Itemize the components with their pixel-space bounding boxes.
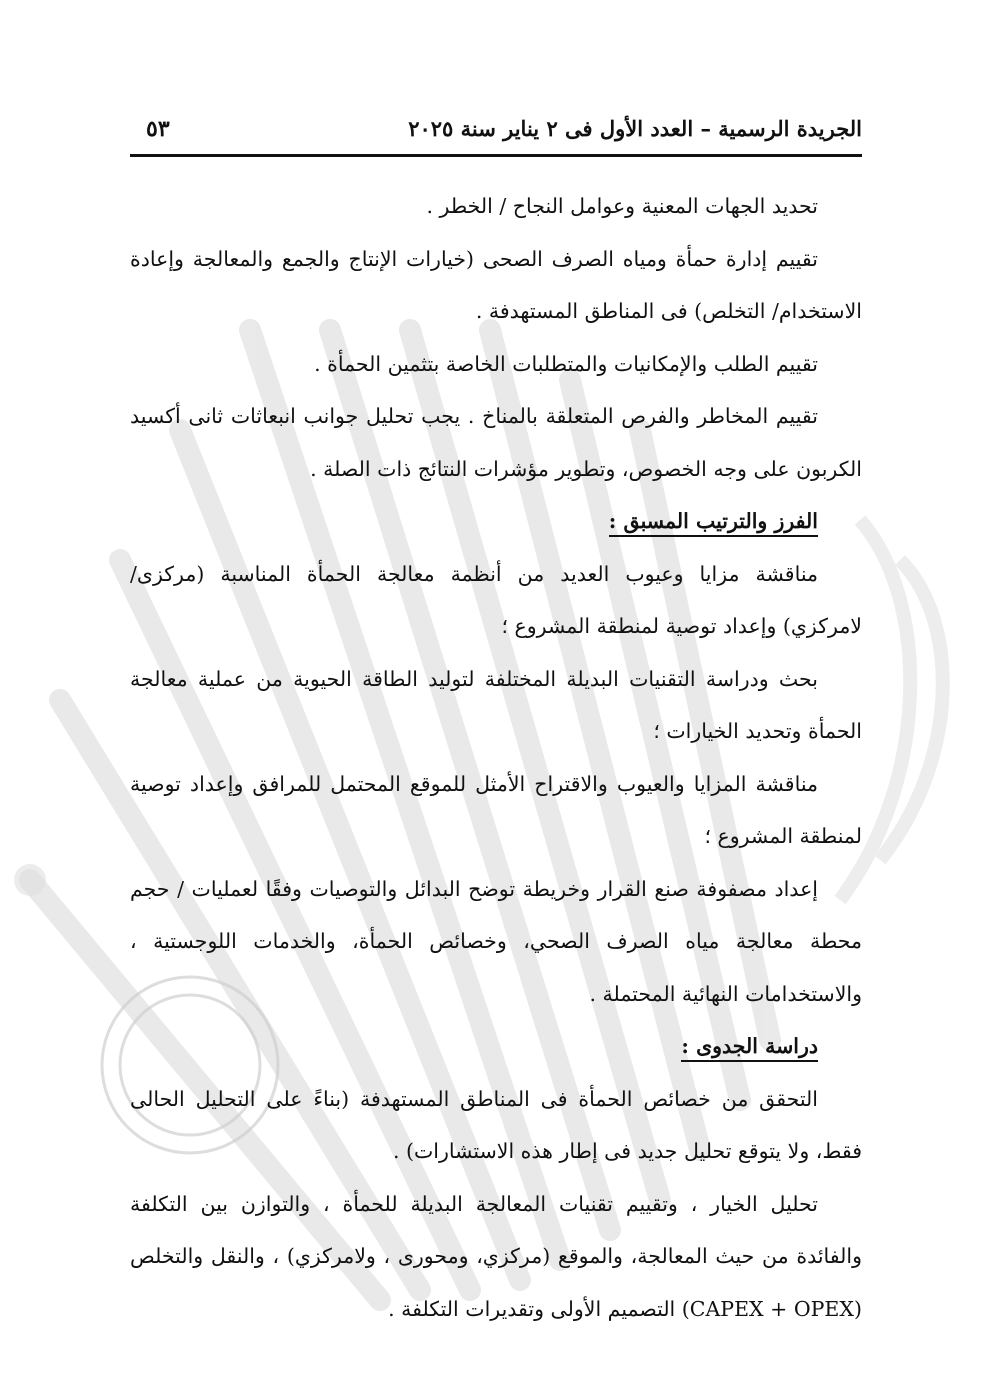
- paragraph: تقييم المخاطر والفرص المتعلقة بالمناخ . يجب تحليل جوانب انبعاثات ثانى أكسيد الكربون على وجه الخصوص، وتطوير مؤشرات النتائج ذات الصلة .: [130, 404, 862, 481]
- section-heading-screening: [130, 495, 862, 548]
- page-number: ٥٣: [146, 116, 170, 142]
- paragraph: تقييم إدارة حمأة ومياه الصرف الصحى (خيارات الإنتاج والجمع والمعالجة وإعادة الاستخدام/ التخلص) فى المناطق المستهدفة .: [130, 246, 862, 323]
- section-heading-feasibility: [130, 1020, 862, 1073]
- paragraph: إعداد مصفوفة صنع القرار وخريطة توضح البدائل والتوصيات وفقًا لعمليات / حجم محطة معالجة مياه الصرف الصحي، وخصائص الحمأة، والخدمات اللوجستية ، والاستخدامات النهائية المحتملة .: [130, 876, 862, 1006]
- paragraph: تحديد الجهات المعنية وعوامل النجاح / الخطر .: [426, 194, 818, 218]
- section-heading-text: الفرز والترتيب المسبق :: [609, 509, 818, 537]
- gazette-title: الجريدة الرسمية – العدد الأول فى ٢ يناير سنة ٢٠٢٥: [408, 116, 862, 141]
- header-divider: [130, 154, 862, 157]
- paragraph: بحث ودراسة التقنيات البديلة المختلفة لتوليد الطاقة الحيوية من عملية معالجة الحمأة وتحديد الخيارات ؛: [130, 666, 862, 743]
- paragraph: مناقشة المزايا والعيوب والاقتراح الأمثل للموقع المحتمل للمرافق وإعداد توصية لمنطقة المشروع ؛: [130, 771, 862, 848]
- paragraph: التحقق من خصائص الحمأة فى المناطق المستهدفة (بناءً على التحليل الحالى فقط، ولا يتوقع تحليل جديد فى إطار هذه الاستشارات) .: [130, 1086, 862, 1163]
- page-header: [130, 112, 862, 152]
- section-heading-text: دراسة الجدوى :: [681, 1034, 818, 1062]
- paragraph: مناقشة مزايا وعيوب العديد من أنظمة معالجة الحمأة المناسبة (مركزى/ لامركزي) وإعداد توصية لمنطقة المشروع ؛: [130, 561, 862, 638]
- paragraph: تقييم الطلب والإمكانيات والمتطلبات الخاصة بتثمين الحمأة .: [314, 351, 818, 376]
- paragraph: تحليل الخيار ، وتقييم تقنيات المعالجة البديلة للحمأة ، والتوازن بين التكلفة والفائدة من حيث المعالجة، والموقع (مركزي، ومحورى ، ولامركزي) ، والنقل والتخلص (CAPEX + OPEX) التصميم الأولى وتقديرات التكلفة .: [130, 1191, 862, 1321]
- document-body: [130, 180, 862, 1335]
